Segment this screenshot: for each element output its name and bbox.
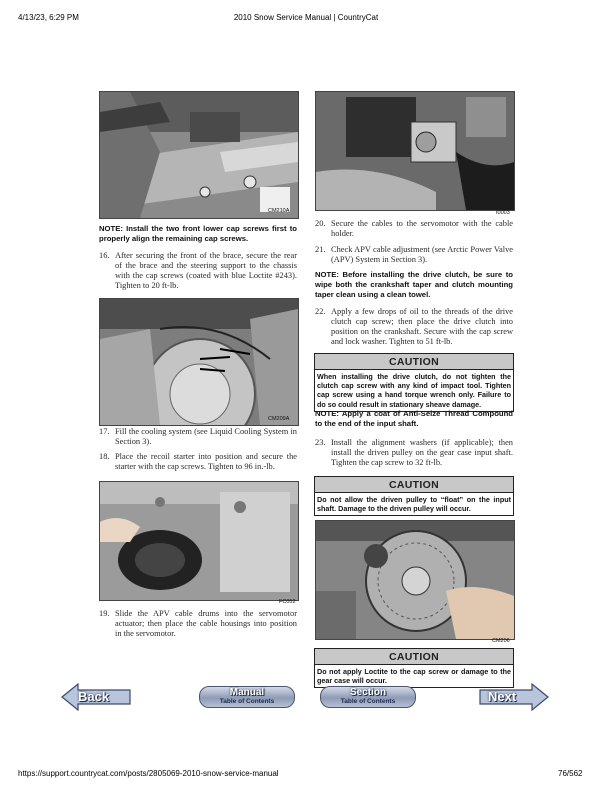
step-text: Slide the APV cable drums into the servomotor actuator; then place the cable housings into position in the servomotor. bbox=[115, 609, 297, 639]
note-text: NOTE: Apply a coat of Anti-Seize Thread Compound to the end of the input shaft. bbox=[315, 409, 513, 428]
manual-sub-label: Table of Contents bbox=[219, 698, 275, 705]
note-anti-seize bbox=[315, 409, 513, 429]
note-wipe-tapers bbox=[315, 270, 513, 300]
section-label: Section bbox=[349, 687, 387, 698]
photo-recoil-starter bbox=[99, 481, 299, 601]
step-number: 20. bbox=[315, 219, 326, 228]
section-sub-label: Table of Contents bbox=[340, 698, 396, 705]
note-text: NOTE: Install the two front lower cap screws first to properly align the remaining cap screws. bbox=[99, 224, 297, 243]
print-url: https://support.countrycat.com/posts/2805069-2010-snow-service-manual bbox=[18, 769, 279, 778]
caution-box-drive-clutch bbox=[314, 353, 514, 412]
step-number: 18. bbox=[99, 452, 110, 461]
step-text: Install the alignment washers (if applicable); then install the driven pulley on the gear case input shaft. Tighten the cap screw to 32 ft-lb. bbox=[331, 438, 513, 468]
step-20 bbox=[315, 219, 513, 239]
step-number: 16. bbox=[99, 251, 110, 260]
step-22 bbox=[315, 307, 513, 347]
caution-text: When installing the drive clutch, do not tighten the clutch cap screw with any kind of impact tool. Tighten cap screw using a hand torque wrench only. Failure to do so could result in stationary sheave damage. bbox=[317, 372, 511, 409]
step-text: Apply a few drops of oil to the threads of the drive clutch cap screw; then place the drive clutch into position on the crankshaft. Secure with the cap screw and lock washer. Tighten to 51 ft-lb. bbox=[331, 307, 513, 347]
photo-id: CM210A bbox=[268, 208, 290, 214]
caution-box-driven-pulley bbox=[314, 476, 514, 516]
step-19 bbox=[99, 609, 297, 639]
step-23 bbox=[315, 438, 513, 468]
step-21 bbox=[315, 245, 513, 265]
photo-id: CM209A bbox=[268, 416, 290, 422]
print-datetime: 4/13/23, 6:29 PM bbox=[18, 13, 79, 22]
step-number: 17. bbox=[99, 427, 110, 436]
note-text: NOTE: Before installing the drive clutch, be sure to wipe both the crankshaft taper and clutch mounting taper clean using a clean towel. bbox=[315, 270, 513, 299]
step-16 bbox=[99, 251, 297, 291]
step-18 bbox=[99, 452, 297, 472]
step-text: After securing the front of the brace, secure the rear of the brace and the steering support to the chassis with the cap screws (coated with blue Loctite #243). Tighten to 20 ft-lb. bbox=[115, 251, 297, 291]
step-17 bbox=[99, 427, 297, 447]
manual-toc-button[interactable] bbox=[199, 686, 295, 708]
photo-driven-pulley bbox=[315, 520, 515, 640]
step-text: Check APV cable adjustment (see Arctic Power Valve (APV) System in Section 3). bbox=[331, 245, 513, 265]
photo-id: I0003 bbox=[496, 210, 510, 216]
caution-title: CAUTION bbox=[315, 354, 513, 370]
photo-brace-cap-screws bbox=[99, 91, 299, 219]
photo-cooling-system bbox=[99, 298, 299, 426]
photo-id: FC052 bbox=[279, 599, 296, 605]
print-page-title: 2010 Snow Service Manual | CountryCat bbox=[233, 13, 379, 22]
manual-label: Manual bbox=[229, 687, 265, 698]
caution-title: CAUTION bbox=[315, 649, 513, 665]
caution-text: Do not apply Loctite to the cap screw or damage to the gear case will occur. bbox=[317, 667, 511, 686]
next-label: Next bbox=[488, 689, 517, 704]
step-number: 19. bbox=[99, 609, 110, 618]
step-text: Secure the cables to the servomotor with the cable holder. bbox=[331, 219, 513, 239]
caution-title: CAUTION bbox=[315, 477, 513, 493]
photo-servomotor bbox=[315, 91, 515, 211]
print-page-count: 76/562 bbox=[558, 769, 583, 778]
back-label: Back bbox=[78, 689, 110, 704]
next-button[interactable] bbox=[478, 683, 550, 711]
step-number: 23. bbox=[315, 438, 326, 447]
note-front-cap-screws bbox=[99, 224, 297, 244]
photo-id: CM206 bbox=[492, 638, 510, 644]
step-number: 21. bbox=[315, 245, 326, 254]
caution-text: Do not allow the driven pulley to “float” on the input shaft. Damage to the driven pulley will occur. bbox=[317, 495, 511, 514]
step-text: Place the recoil starter into position and secure the starter with the cap screws. Tighten to 96 in.-lb. bbox=[115, 452, 297, 472]
step-number: 22. bbox=[315, 307, 326, 316]
back-button[interactable] bbox=[60, 683, 132, 711]
step-text: Fill the cooling system (see Liquid Cooling System in Section 3). bbox=[115, 427, 297, 447]
section-toc-button[interactable] bbox=[320, 686, 416, 708]
